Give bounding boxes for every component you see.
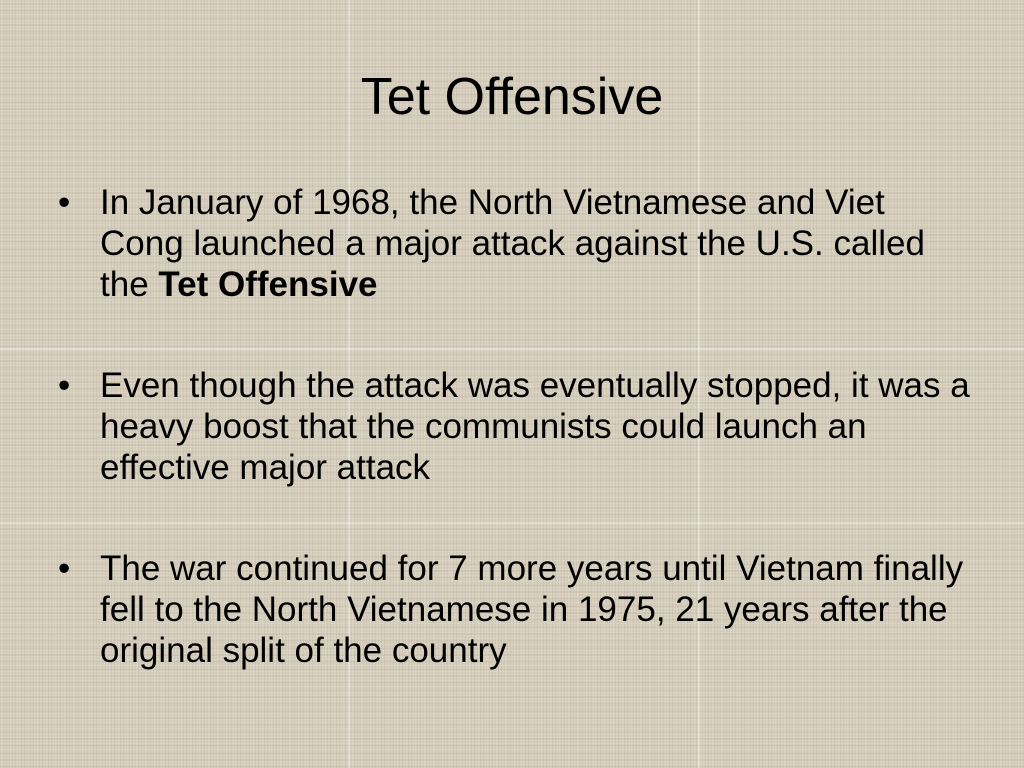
bullet-item xyxy=(56,548,976,671)
bullet-icon: • xyxy=(58,549,71,588)
bullet-icon: • xyxy=(58,366,71,405)
bullet-item xyxy=(56,182,976,305)
bullet-text: In January of 1968, the North Vietnamese and Viet Cong launched a major attack against the U.S. called the xyxy=(100,183,925,304)
bullet-text: Even though the attack was eventually stopped, it was a heavy boost that the communists could launch an effective major attack xyxy=(100,366,970,487)
bullet-icon: • xyxy=(58,183,71,222)
bullet-list xyxy=(56,182,976,671)
bullet-bold-term: Tet Offensive xyxy=(158,265,378,304)
bullet-item xyxy=(56,365,976,488)
bullet-text: The war continued for 7 more years until Vietnam finally fell to the North Vietnamese in 1975, 21 years after the original split of the country xyxy=(100,549,964,670)
slide-title: Tet Offensive xyxy=(360,68,664,126)
